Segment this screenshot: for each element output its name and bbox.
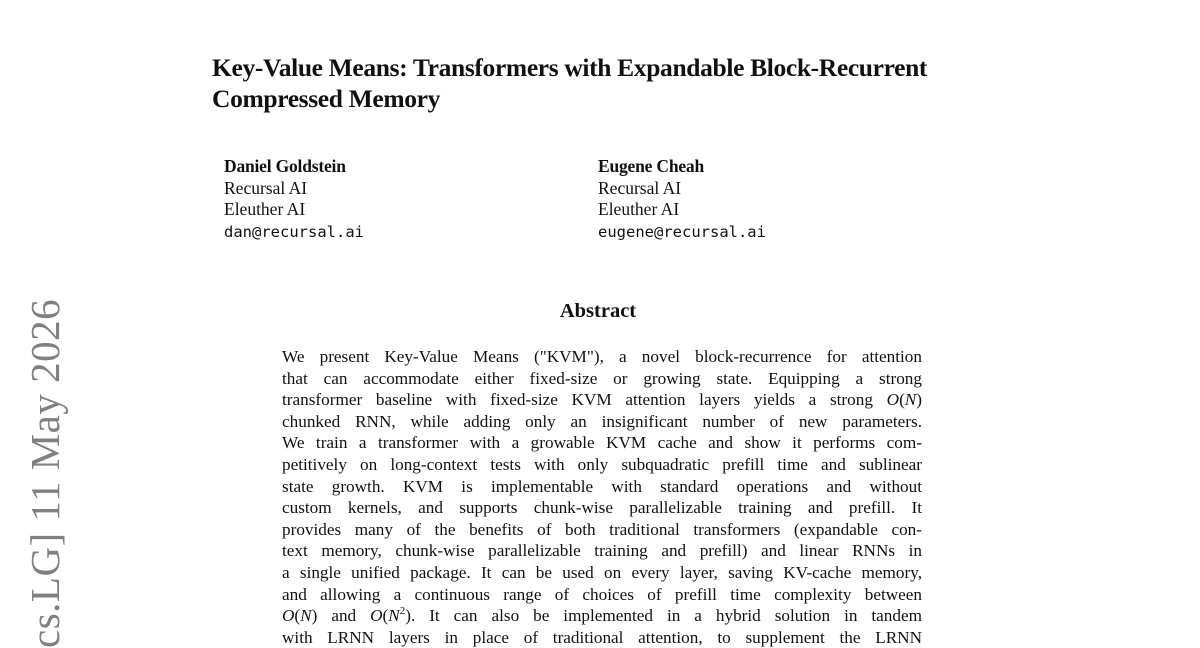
author-affiliation: Eleuther AI	[598, 199, 680, 219]
author-block-1	[224, 156, 364, 243]
author-affiliation: Eleuther AI	[224, 199, 306, 219]
math-big-o-n-squared: $O(N^2)$	[370, 605, 411, 626]
author-name: Daniel Goldstein	[224, 156, 346, 176]
abstract-line-text: . It can also be implemented in a hybrid solution in tandem	[410, 606, 922, 626]
abstract-line: petitively on long-context tests with only subquadratic prefill time and sublinear	[282, 454, 922, 474]
math-big-o-n: O(N)	[886, 390, 922, 410]
abstract-line	[282, 389, 922, 411]
abstract-line: We present Key-Value Means ("KVM"), a novel block-recurrence for attention	[282, 347, 922, 366]
abstract-line: We train a transformer with a growable KVM cache and show it performs com-	[282, 433, 922, 453]
abstract-line: and allowing a continuous range of choices of prefill time complexity between	[282, 584, 922, 604]
abstract-heading-text: Abstract	[559, 300, 637, 322]
abstract-line: that can accommodate either fixed-size or growing state. Equipping a strong	[282, 368, 922, 388]
abstract-line: state growth. KVM is implementable with standard operations and without	[282, 476, 922, 496]
abstract-line: text memory, chunk-wise parallelizable training and prefill) and linear RNNs in	[282, 541, 922, 561]
abstract-line: provides many of the benefits of both traditional transformers (expandable con-	[282, 519, 922, 539]
paper-title	[212, 52, 1032, 114]
arxiv-side-stamp	[23, 299, 67, 648]
author-email[interactable]: eugene@recursal.ai	[598, 222, 766, 241]
abstract-line: chunked RNN, while adding only an insignificant number of new parameters.	[282, 411, 922, 431]
abstract-line: custom kernels, and supports chunk-wise parallelizable training and prefill. It	[282, 498, 922, 518]
abstract-line-text: transformer baseline with fixed-size KVM attention layers yields a strong	[282, 390, 887, 410]
arxiv-stamp-text: cs.LG] 11 May 2026	[22, 298, 68, 648]
abstract-line: a single unified package. It can be used on every layer, saving KV-cache memory,	[282, 562, 922, 582]
abstract-line-text: and	[317, 606, 371, 626]
math-big-o-n: O(N)	[282, 606, 318, 626]
abstract-line: with LRNN layers in place of traditional attention, to supplement the LRNN	[282, 627, 922, 647]
abstract-line	[282, 605, 922, 627]
abstract-heading	[0, 298, 1200, 324]
title-line-1: Key-Value Means: Transformers with Expandable Block-Recurrent	[212, 53, 928, 82]
author-email[interactable]: dan@recursal.ai	[224, 222, 364, 241]
title-line-2: Compressed Memory	[212, 84, 440, 113]
author-affiliation: Recursal AI	[224, 177, 308, 198]
abstract-body	[282, 346, 922, 648]
author-block-2	[598, 156, 766, 243]
author-name: Eugene Cheah	[598, 156, 705, 176]
author-affiliation: Recursal AI	[598, 177, 682, 198]
